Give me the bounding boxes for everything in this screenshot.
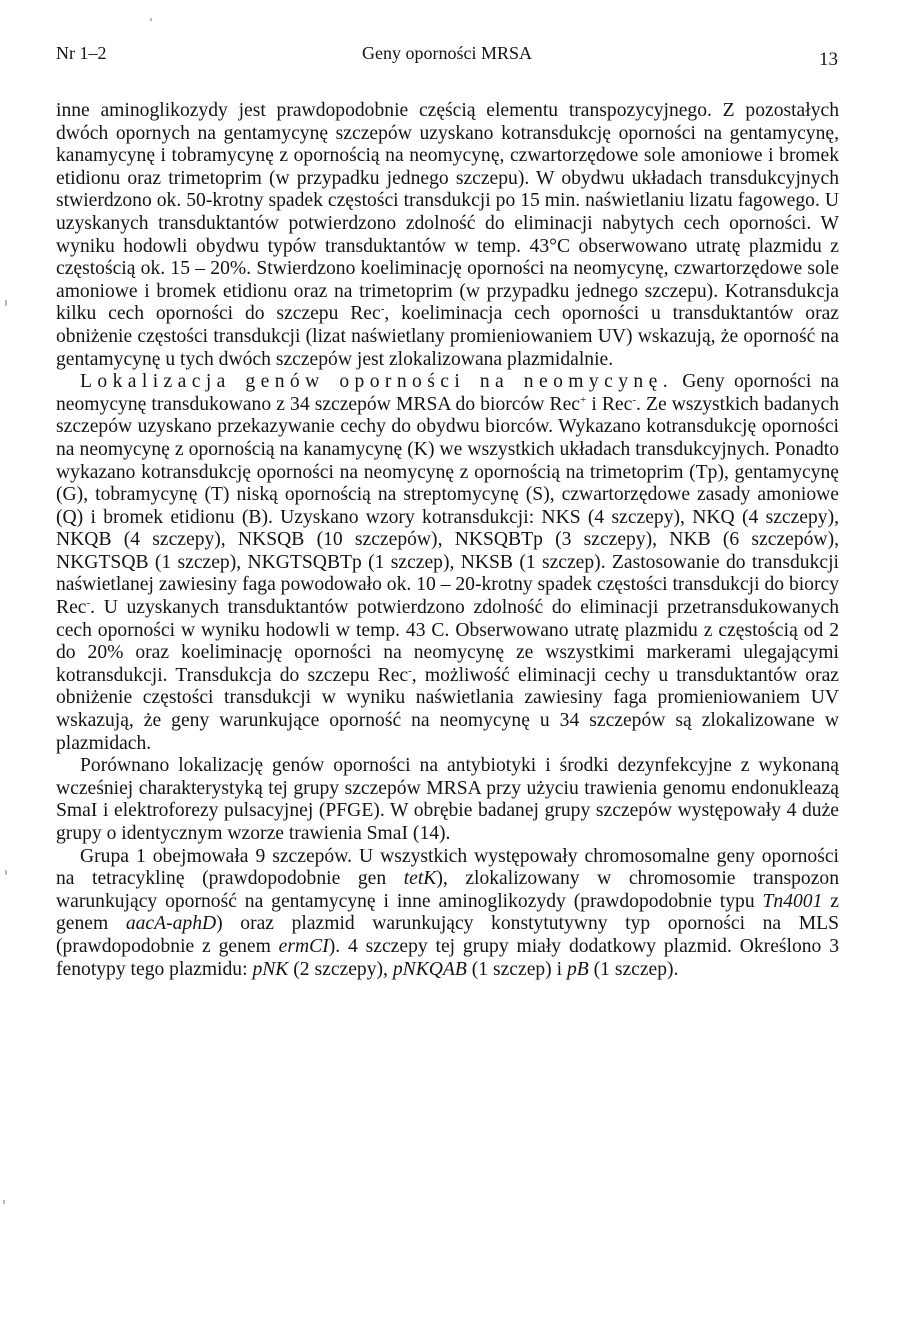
section-heading-neomycin: Lokalizacja genów oporności na neomycynę. — [80, 371, 674, 393]
paragraph-2-text-e: , możliwość eliminacji cechy u transduktantów oraz obniżenie częstości transdukcji w wyniku naświetlania zawiesiny faga promieniowaniem UV wskazują, że geny warunkujące oporność na neomycynę u 34 szczepów są zlokalizowane w plazmidach. — [56, 664, 839, 754]
superscript: - — [380, 303, 385, 316]
paragraph-2-text-b: i Rec — [586, 393, 633, 415]
paragraph-1-text: inne aminoglikozydy jest prawdopodobnie częścią elementu transpozycyjnego. Z pozostałych dwóch opornych na gentamycynę szczepów uzyskano kotransdukcję oporności na gentamycynę, kanamycynę i tobramycynę z opornością na neomycynę, czwartorzędowe sole amoniowe i bromek etidionu oraz trimetoprim (w przypadku jednego szczepu). W obydwu układach transdukcyjnych stwierdzono ok. 50-krotny spadek częstości transdukcji po 15 min. naświetlaniu lizatu fagowego. U uzyskanych transduktantów potwierdzono zdolność do eliminacji nabytych cech oporności. W wyniku hodowli obydwu typów transduktantów w temp. 43°C obserwowano utratę plazmidu z częstością ok. 15 – 20%. Stwierdzono koeliminację oporności na neomycynę, czwartorzędowe sole amoniowe i bromek etidionu oraz na trimetoprim (w przypadku jednego szczepu). Kotransdukcja kilku cech oporności do szczepu Rec — [56, 100, 839, 325]
paragraph-2-text-a: Geny oporności na neomycynę transdukowano z 34 szczepów MRSA do biorców Rec — [56, 371, 840, 415]
scan-speck — [5, 870, 7, 875]
page-number: 13 — [819, 49, 838, 70]
issue-number: Nr 1–2 — [56, 43, 107, 63]
running-title: Geny oporności MRSA — [362, 43, 532, 63]
paragraph-4-text-d: ) oraz plazmid warunkujący konstytutywny typ oporności na MLS (prawdopodobnie z genem — [56, 913, 839, 957]
gene-name: aacA-aphD — [125, 913, 217, 935]
paragraph-1 — [56, 100, 839, 371]
superscript: - — [408, 664, 412, 677]
paragraph-2-text-c: . Ze wszystkich badanych szczepów uzyskano przekazywanie cechy do obydwu biorców. Wykazano kotransdukcję oporności na neomycynę z opornością na kanamycynę (K) we wszystkich układach transdukcyjnych. Ponadto wykazano kotransdukcję oporności na neomycynę z opornością na trimetoprim (Tp), gentamycynę (G), tobramycynę (T) niską opornością na streptomycynę (S), czwartorzędowe zasady amoniowe (Q) i bromek etidionu (B). Uzyskano wzory kotransdukcji: NKS (4 szczepy), NKQ (4 szczepy), NKQB (4 szczepy), NKSQB (10 szczepów), NKSQBTp (3 szczepy), NKB (6 szczepów), NKGTSQB (1 szczep), NKGTSQBTp (1 szczep), NKSB (1 szczep). Zastosowanie do transdukcji naświetlanej zawiesiny faga powodowało ok. 10 – 20-krotny spadek częstości transdukcji do biorcy Rec — [56, 393, 840, 619]
gene-name: tetK — [403, 868, 437, 890]
plasmid-phenotype: pB — [566, 958, 589, 980]
scan-speck — [3, 1200, 5, 1204]
scan-speck — [5, 300, 7, 306]
body-text — [56, 100, 839, 981]
plasmid-phenotype: pNKQAB — [392, 958, 467, 980]
paragraph-3 — [56, 755, 839, 845]
paragraph-3-text: Porównano lokalizację genów oporności na antybiotyki i środki dezynfekcyjne z wykonaną wcześniej charakterystyką tej grupy szczepów MRSA przy użyciu trawienia genomu endonukleazą SmaI i elektroforezy pulsacyjnej (PFGE). W obrębie badanej grupy szczepów występowały 4 duże grupy o identycznym wzorze trawienia SmaI (14). — [56, 755, 839, 844]
paragraph-4-text-g: (1 szczep) i — [466, 958, 567, 980]
paragraph-4 — [56, 846, 839, 982]
paragraph-4-text-e: ). 4 szczepy tej grupy miały dodatkowy plazmid. Określono 3 fenotypy tego plazmidu: — [56, 935, 839, 980]
paragraph-4-text-h: (1 szczep). — [588, 958, 679, 980]
superscript: - — [632, 393, 636, 406]
paragraph-4-text-a: Grupa 1 obejmowała 9 szczepów. U wszystkich występowały chromosomalne geny oporności na tetracyklinę (prawdopodobnie gen — [56, 845, 839, 890]
paragraph-1-tail: , koeliminacja cech oporności u transduktantów oraz obniżenie częstości transdukcji (lizat naświetlany promieniowaniem UV) wskazują, że oporność na gentamycynę u tych dwóch szczepów jest zlokalizowana plazmidalnie. — [56, 303, 839, 370]
plasmid-phenotype: pNK — [252, 958, 289, 980]
scan-speck — [150, 18, 152, 21]
page-header — [56, 43, 838, 73]
transposon-name: Tn4001 — [762, 890, 823, 912]
gene-name: ermCI — [278, 935, 329, 957]
paragraph-4-text-f: (2 szczepy), — [288, 958, 393, 980]
paragraph-2 — [56, 371, 839, 755]
superscript: - — [86, 597, 91, 610]
paragraph-4-text-b: ), zlokalizowany w chromosomie transpozon warunkujący oporność na gentamycynę i inne aminoglikozydy (prawdopodobnie typu — [56, 868, 839, 912]
paragraph-2-text-d: . U uzyskanych transduktantów potwierdzono zdolność do eliminacji przetransdukowanych cech oporności w wyniku hodowli w temp. 43 C. Obserwowano utratę plazmidu z częstością od 2 do 20% oraz koeliminację oporności na neomycynę ze wszystkimi markerami ulegającymi kotransdukcji. Transdukcja do szczepu Rec — [56, 597, 839, 686]
paragraph-4-text-c: z genem — [56, 890, 839, 935]
superscript: + — [580, 393, 587, 406]
